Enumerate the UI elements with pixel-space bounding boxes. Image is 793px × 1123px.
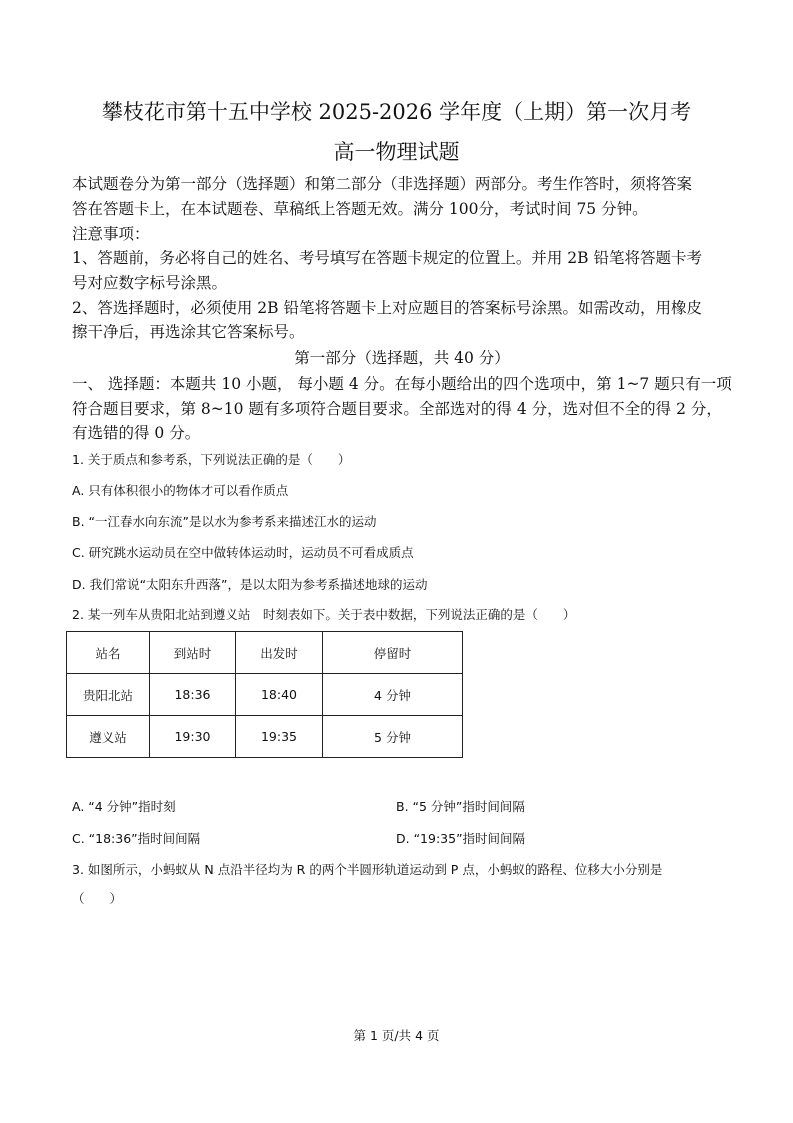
table-header-cell: 出发时 — [236, 632, 323, 674]
q1-stem: 1. 关于质点和参考系，下列说法正确的是（ ） — [72, 452, 351, 467]
section-1-instr-line-1: 一、 选择题：本题共 10 小题， 每小题 4 分。在每小题给出的四个选项中，第 1~7 题只有一项 — [72, 375, 732, 393]
section-1-instr-line-2: 符合题目要求，第 8~10 题有多项符合题目要求。全部选对的得 4 分，选对但不全的得 2 分， — [72, 400, 722, 418]
table-cell: 18:36 — [150, 674, 236, 716]
q2-option-a: A. “4 分钟”指时刻 — [72, 799, 176, 814]
notes-heading: 注意事项： — [72, 225, 150, 243]
table-header-cell: 到站时 — [150, 632, 236, 674]
q3-stem-line-2: （ ） — [72, 891, 123, 906]
q2-option-c: C. “18:36”指时间间隔 — [72, 831, 201, 846]
page-footer: 第 1 页/共 4 页 — [353, 1028, 440, 1043]
table-cell: 19:35 — [236, 716, 323, 758]
note-1-line-1: 1、答题前，务必将自己的姓名、考号填写在答题卡规定的位置上。并用 2B 铅笔将答题卡考 — [72, 249, 702, 267]
exam-subtitle: 高一物理试题 — [333, 140, 460, 164]
note-2-line-2: 擦干净后，再选涂其它答案标号。 — [72, 323, 305, 341]
table-cell: 5 分钟 — [323, 716, 463, 758]
table-cell: 贵阳北站 — [67, 674, 150, 716]
intro-line-2: 答在答题卡上，在本试题卷、草稿纸上答题无效。满分 100分，考试时间 75 分钟。 — [72, 200, 648, 218]
table-cell: 19:30 — [150, 716, 236, 758]
table-row — [67, 716, 463, 758]
table-row — [67, 674, 463, 716]
q1-option-a: A. 只有体积很小的物体才可以看作质点 — [72, 483, 289, 498]
exam-title: 攀枝花市第十五中学校 2025-2026 学年度（上期）第一次月考 — [101, 100, 692, 124]
train-timetable — [66, 631, 463, 758]
section-1-heading: 第一部分（选择题，共 40 分） — [294, 349, 510, 367]
intro-line-1: 本试题卷分为第一部分（选择题）和第二部分（非选择题）两部分。考生作答时，须将答案 — [72, 175, 693, 193]
note-1-line-2: 号对应数字标号涂黑。 — [72, 274, 228, 292]
q2-option-d: D. “19:35”指时间间隔 — [396, 831, 526, 846]
q3-stem-line-1: 3. 如图所示，小蚂蚁从 N 点沿半径均为 R 的两个半圆形轨道运动到 P 点，小蚂蚁的路程、位移大小分别是 — [72, 862, 663, 877]
q2-stem: 2. 某一列车从贵阳北站到遵义站 时刻表如下。关于表中数据，下列说法正确的是（ ） — [72, 607, 576, 622]
q1-option-b: B. “一江春水向东流”是以水为参考系来描述江水的运动 — [72, 514, 377, 529]
table-header-row — [67, 632, 463, 674]
q1-option-d: D. 我们常说“太阳东升西落”，是以太阳为参考系描述地球的运动 — [72, 577, 428, 592]
q1-option-c: C. 研究跳水运动员在空中做转体运动时，运动员不可看成质点 — [72, 545, 414, 560]
q2-option-b: B. “5 分钟”指时间间隔 — [396, 799, 525, 814]
note-2-line-1: 2、答选择题时，必须使用 2B 铅笔将答题卡上对应题目的答案标号涂黑。如需改动，用橡皮 — [72, 299, 702, 317]
table-header-cell: 停留时 — [323, 632, 463, 674]
section-1-instr-line-3: 有选错的得 0 分。 — [72, 424, 201, 442]
table-header-cell: 站名 — [67, 632, 150, 674]
table-cell: 遵义站 — [67, 716, 150, 758]
table-cell: 4 分钟 — [323, 674, 463, 716]
table-cell: 18:40 — [236, 674, 323, 716]
